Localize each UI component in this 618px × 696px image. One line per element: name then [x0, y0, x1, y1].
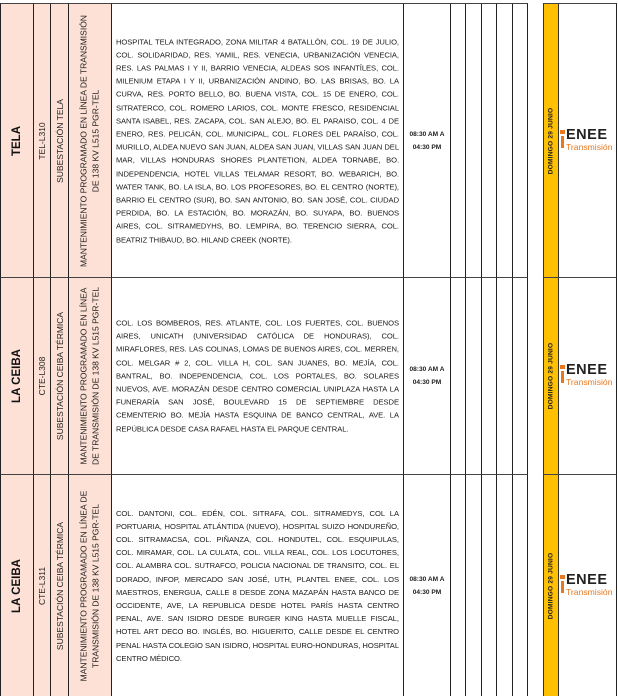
- empty-cell: [496, 3, 512, 277]
- work-cell: [68, 277, 111, 474]
- circuit-code: CTE-L308: [37, 356, 47, 396]
- substation-cell: [50, 474, 68, 696]
- empty-cell: [450, 277, 465, 474]
- substation-cell: [50, 277, 68, 474]
- areas-cell: [111, 474, 403, 696]
- substation-label: SUBESTACIÓN TELA: [54, 98, 65, 183]
- substation-label: SUBESTACIÓN CEIBA TÉRMICA: [54, 521, 65, 650]
- table-row: [0, 474, 618, 696]
- city-cell: [0, 3, 33, 277]
- logo-subtitle: Transmisión: [566, 586, 613, 597]
- time-range: 08:30 AM A 04:30 PM: [409, 575, 445, 596]
- date-cell: [543, 474, 559, 696]
- city-label: LA CEIBA: [11, 558, 23, 613]
- city-cell: [0, 277, 33, 474]
- time-range: 08:30 AM A 04:30 PM: [409, 130, 445, 151]
- date-label: DOMINGO 29 JUNIO: [547, 552, 555, 619]
- table-row: [0, 3, 618, 277]
- enee-mark-icon: [560, 575, 565, 593]
- empty-cell: [465, 474, 481, 696]
- date-label: DOMINGO 29 JUNIO: [547, 107, 555, 174]
- substation-label: SUBESTACIÓN CEIBA TÉRMICA: [54, 311, 65, 441]
- affected-areas: COL. LOS BOMBEROS, RES. ATLANTE, COL. LOS FUERTES, COL. BUENOS AIRES, UNICATH (UNIVERSIDAD CATÓLICA DE HONDURAS), COL. MIRAFLORES, RES. LAS COLINAS, LOMAS DE BUENOS AIRES, COL. MERREN, COL. MELGAR # 2, COL. VILLA H, COL. SAN JUANES, BO. MEJÍA, COL. BANTRAL, BO. INDEPENDENCIA, COL. LOS PORTALES, BO. SOLARES NUEVOS, AVE. MORAZÁN DESDE CENTRO COMERCIAL UNIPLAZA HASTA LA FUNERARÍA SAN JOSÉ, BOULEVARD 15 DE SEPTIEMBRE DESDE CEMENTERIO BO. MEJÍA HASTA ESQUINA DE BANCO CENTRAL, AVE. LA REPÚBLICA DESDE CASA RAFAEL HASTA EL PARQUE CENTRAL.: [116, 318, 399, 434]
- date-cell: [543, 3, 559, 277]
- circuit-cell: [33, 3, 50, 277]
- city-label: LA CEIBA: [11, 349, 23, 403]
- circuit-cell: [33, 474, 50, 696]
- date-cell: [543, 277, 559, 474]
- work-cell: [68, 3, 111, 277]
- enee-logo: [559, 573, 616, 599]
- affected-areas: HOSPITAL TELA INTEGRADO, ZONA MILITAR 4 BATALLÓN, COL. 19 DE JULIO, COL. SOLIDARIDAD, RES. YAMIL, RES. VENECIA, URBANIZACIÓN VENECIA, RES. LAS PALMAS I Y II, BARRIO VENECIA, ALDEAS SOS INFANTÍLES, COL. MILENIUM ETAPA I Y II, URBANIZACIÓN ANDINO, BO. LAS BRISAS, BO. LA CURVA, RES. PORTO BELLO, BO. BUENA VISTA, COL. 15 DE ENERO, COL. SITRATERCO, COL. ROMERO LARIOS, COL. MONTE FRESCO, RESIDENCIAL SANTA ISABEL, RES. ZACAPA, COL. SAN ALEJO, BO. EL PARAISO, COL. 4 DE ENERO, RES. PELICÁN, COL. MUNICIPAL, COL. FLORES DEL PARAÍSO, COL. MURILLO, ALDEA NUEVO SAN JUAN, ALDEA SAN JUAN, VILLAS SAN JUAN DEL MAR, VILLAS HONDURAS SHORES PLANTETION, ALDEA TORNABE, BO. INDEPENDENCIA, HOTEL VILLAS TELAMAR RESORT, BO. WEBARICH, BO. WATER TANK, BO. LA ISLA, BO. LOS PROFESORES, BO. EL CENTRO (NORTE), BARRIO EL CENTRO (SUR), BO. SAN ANTONIO, BO. SAN JOSÉ, COL. CIUDAD PERDIDA, BO. LA ESTACIÓN, BO. MORAZÁN, BO. SUYAPA, BO. BUENOS AIRES, COL. SITRAMEDYHS, BO. LEMPIRA, BO. TERENCIO SIERRA, COL. BEATRIZ THIBAUD, BO. HILAND CREEK (NORTE).: [116, 36, 399, 244]
- logo-cell: [559, 3, 617, 277]
- logo-brand: ENEE: [566, 571, 608, 588]
- time-range: 08:30 AM A 04:30 PM: [409, 366, 445, 386]
- enee-logo: [559, 363, 616, 389]
- areas-cell: [111, 277, 403, 474]
- empty-cell: [450, 3, 465, 277]
- work-cell: [68, 474, 111, 696]
- empty-cell: [465, 277, 481, 474]
- empty-cell: [465, 3, 481, 277]
- enee-logo: [559, 128, 616, 154]
- city-label: TELA: [11, 125, 23, 156]
- logo-subtitle: Transmisión: [566, 141, 613, 152]
- logo-brand: ENEE: [566, 126, 608, 143]
- logo-subtitle: Transmisión: [566, 377, 613, 387]
- work-description: MANTENIMIENTO PROGRAMADO EN LÍNEA DE TRANSMISIÓN DE 138 KV L515 PGR-TEL: [78, 490, 100, 681]
- empty-cell: [481, 277, 496, 474]
- circuit-code: CTE-L311: [37, 566, 47, 605]
- circuit-code: TEL-L310: [37, 121, 47, 160]
- logo-cell: [559, 277, 617, 474]
- work-description: MANTENIMIENTO PROGRAMADO EN LÍNEA DE TRANSMISIÓN DE 138 KV L515 PGR-TEL: [78, 14, 100, 267]
- empty-cell: [481, 3, 496, 277]
- date-label: DOMINGO 29 JUNIO: [547, 342, 555, 410]
- empty-cell: [496, 474, 512, 696]
- empty-cell: [512, 277, 528, 474]
- time-cell: [403, 474, 450, 696]
- logo-cell: [559, 474, 617, 696]
- substation-cell: [50, 3, 68, 277]
- work-description: MANTENIMIENTO PROGRAMADO EN LÍNEA DE TRANSMISIÓN DE 138 KV L515 PGR-TEL: [78, 287, 100, 465]
- empty-cell: [450, 474, 465, 696]
- empty-cell: [512, 3, 528, 277]
- city-cell: [0, 474, 33, 696]
- empty-cell: [481, 474, 496, 696]
- time-cell: [403, 3, 450, 277]
- affected-areas: COL. DANTONI, COL. EDÉN, COL. SITRAFA, COL. SITRAMEDYS, COL LA PORTUARIA, HOSPITAL ATLÁNTIDA (NUEVO), HOSPITAL SUIZO HONDUREÑO, COL. SITRAMACSA, COL. PIÑANZA, COL. HONDUTEL, COL. ESQUIPULAS, COL. MIRAMAR, COL. LA CULATA, COL. VILLA REAL, COL. LOS LOCUTORES, COL. ALAMBRA COL. SUTRAFCO, POLICIA NACIONAL DE TRANSITO, COL. EL DORADO, INFOP, MERCADO SAN JOSÉ, UTH, PLANTEL ENEE, COL. LOS MAESTROS, ENERGUA, CALLE 8 DESDE ZONA MAZAPÁN HASTA BANCO DE OCCIDENTE, AVE, LA REPUBLICA DESDE HOTEL PARÍS HASTA CENTRO PENAL, AVE. SAN ISIDRO DESDE BURGER KING HASTA MUELLE FISCAL, HOTEL ART DECO BO. INGLÉS, BO. HIGUERITO, CALLE DESDE EL CENTRO PENAL HASTA COLEGIO SAN ISIDRO, HOSPITAL EURO-HONDURAS, HOSPITAL CENTRO MÉDICO.: [116, 508, 399, 663]
- empty-cell: [496, 277, 512, 474]
- areas-cell: [111, 3, 403, 277]
- time-cell: [403, 277, 450, 474]
- circuit-cell: [33, 277, 50, 474]
- logo-brand: ENEE: [566, 362, 608, 378]
- table-row: [0, 277, 618, 474]
- enee-mark-icon: [560, 365, 565, 383]
- empty-cell: [512, 474, 528, 696]
- enee-mark-icon: [560, 130, 565, 148]
